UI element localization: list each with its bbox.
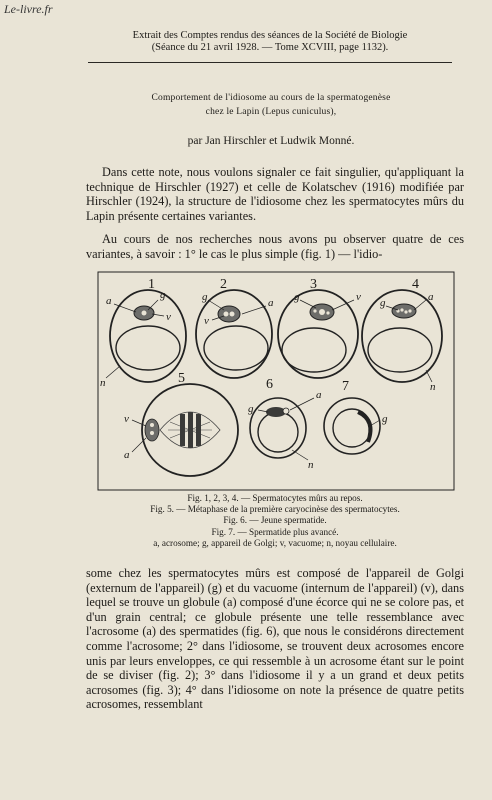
label-v-1: v — [166, 311, 171, 323]
cell-5-chromosomes-b — [188, 412, 193, 448]
cell-2-acrosome-b — [230, 312, 235, 317]
cell-4-nucleus — [368, 328, 432, 372]
fig-number-4: 4 — [412, 277, 419, 292]
cell-5-chromosomes-a — [180, 414, 185, 446]
fig-number-5: 5 — [178, 371, 185, 386]
label-a-5: a — [124, 449, 130, 461]
title-line-1: Comportement de l'idiosome au cours de la spermatogenèse — [151, 93, 391, 103]
label-g-6: g — [248, 403, 254, 415]
cell-2-nucleus — [204, 326, 268, 370]
cell-6 — [250, 398, 306, 458]
caption-fig-1-4: Fig. 1, 2, 3, 4. — Spermatocytes mûrs au repos. — [187, 493, 363, 503]
label-g-1: g — [160, 289, 166, 301]
label-a-6: a — [316, 389, 322, 401]
fig-number-6: 6 — [266, 377, 273, 392]
label-v-3: v — [356, 291, 361, 303]
cell-2-acrosome-a — [224, 312, 229, 317]
cell-2 — [196, 290, 272, 378]
label-n-6: n — [308, 459, 314, 471]
fig-number-7: 7 — [342, 379, 349, 394]
article-authors: par Jan Hirschler et Ludwik Monné. — [187, 135, 355, 147]
cell-4-acrosome-4 — [408, 309, 411, 312]
fig-number-1: 1 — [148, 277, 155, 292]
header-line-1: Extrait des Comptes rendus des séances de la Société de Biologie — [132, 30, 408, 41]
caption-legend: a, acrosome; g, appareil de Golgi; v, vacuome; n, noyau cellulaire. — [153, 537, 397, 548]
watermark-text: Le-livre.fr — [4, 2, 53, 16]
fig-number-2: 2 — [220, 277, 227, 292]
cell-3-acrosome-large — [319, 309, 325, 315]
paragraph-intro: Dans cette note, nous voulons signaler ce fait singulier, qu'appliquant la technique de Hirschler (1927) et celle de Kolatschev (1916) modifiée par Hirschler (1924), la structure de l'idiosome chez les spermatocytes mûrs du Lapin présente certaines variantes. — [86, 165, 464, 223]
cell-3-acrosome-small-b — [326, 311, 329, 314]
cell-figure — [96, 270, 456, 492]
label-v-5: v — [124, 413, 129, 425]
cell-4-acrosome-3 — [404, 310, 407, 313]
label-a-1: a — [106, 295, 112, 307]
label-g-4: g — [380, 297, 386, 309]
label-g-3: g — [294, 291, 300, 303]
figure-drawing — [96, 270, 456, 492]
fig-number-3: 3 — [310, 277, 317, 292]
cell-4 — [362, 290, 442, 382]
header-divider — [88, 62, 452, 63]
cell-4-acrosome-2 — [400, 308, 403, 311]
label-g-2: g — [202, 291, 208, 303]
journal-extract-header — [90, 30, 450, 54]
cell-1 — [110, 290, 186, 382]
label-n-1: n — [100, 377, 106, 389]
paragraph-variants: Au cours de nos recherches nous avons pu observer quatre de ces variantes, à savoir : 1° le cas le plus simple (fig. 1) — l'idio- — [86, 232, 464, 261]
header-line-2: (Séance du 21 avril 1928. — Tome XCVIII, page 1132). — [151, 42, 389, 53]
caption-fig-7: Fig. 7. — Spermatide plus avancé. — [211, 526, 339, 537]
cell-5 — [142, 384, 238, 476]
caption-fig-5: Fig. 5. — Métaphase de la première caryocinèse des spermatocytes. — [150, 504, 400, 515]
cell-7-cap — [358, 412, 370, 442]
caption-fig-6: Fig. 6. — Jeune spermatide. — [223, 515, 327, 526]
cell-6-nucleus — [258, 412, 298, 452]
cell-3-nucleus — [282, 328, 346, 372]
label-n-4: n — [430, 381, 436, 393]
cell-5-chromosomes-c — [196, 414, 201, 446]
cell-7 — [324, 398, 380, 454]
label-a-2: a — [268, 297, 274, 309]
paragraph-description: some chez les spermatocytes mûrs est composé de l'appareil de Golgi (externum de l'appareil) (g) et du vacuome (internum de l'appareil) (v), dans lequel se trouve un globule (a) composé d'une écorce qui ne se colore pas, et d'un grain central; ce globule présente une telle ressemblance avec l'acrosome (a) des spermatides (fig. 6), que nous le considérons directement comme l'acrosome; 2° dans l'idiosome, se trouvent deux acrosomes encore unis par leurs enveloppes, ce qui ressemble à un acrosome étant sur le point de se diviser (fig. 2); 3° dans l'idiosome il y a un grand et deux petits acrosomes (fig. 3); 4° dans l'idiosome on note la présence de quatre petits acrosomes, ressemblant — [86, 566, 464, 712]
label-a-4: a — [428, 291, 434, 303]
cell-5-idiosome — [145, 419, 159, 441]
cell-1-acrosome — [142, 311, 147, 316]
cell-1-nucleus — [116, 326, 180, 370]
title-line-2: chez le Lapin (Lepus cuniculus), — [205, 107, 337, 117]
figure-captions — [86, 493, 464, 549]
cell-4-idiosome — [392, 304, 416, 318]
cell-3-acrosome-small-a — [313, 309, 316, 312]
label-g-7: g — [382, 413, 388, 425]
article-title — [86, 91, 456, 119]
cell-3 — [278, 290, 358, 378]
label-v-2: v — [204, 315, 209, 327]
